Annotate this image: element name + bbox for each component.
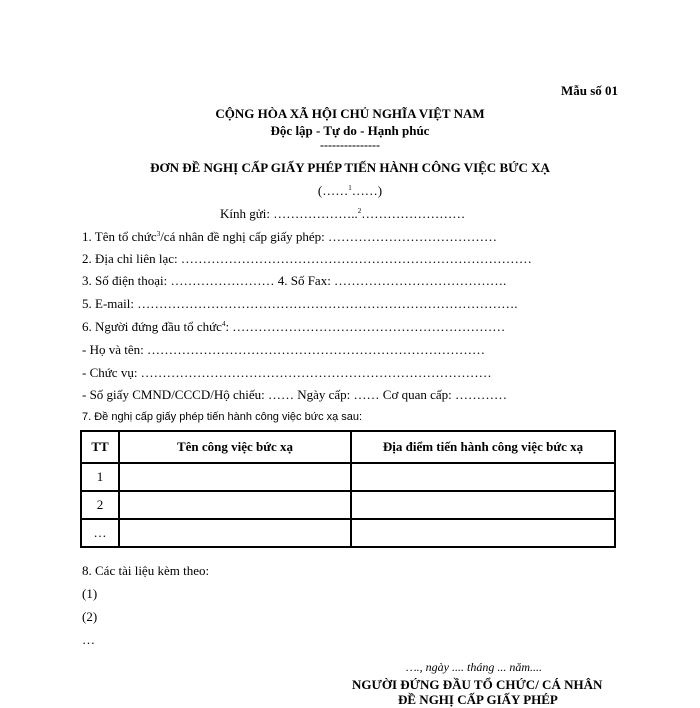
field-organization-name[interactable]: 1. Tên tổ chức$^3$/cá nhân đề nghị cấp giấy phép: ………………………………… xyxy=(82,229,498,244)
field-organization-head[interactable]: 6. Người đứng đầu tổ chức$^4$: ……………………………………………………… xyxy=(82,319,506,334)
attachment-1[interactable]: (1) xyxy=(82,586,98,601)
signer-title-line2: ĐỀ NGHỊ CẤP GIẤY PHÉP xyxy=(398,692,558,707)
radiation-work-table xyxy=(80,430,616,548)
table-cell-work-name[interactable] xyxy=(119,491,351,519)
form-subtitle: (……$^1$……) xyxy=(317,183,383,198)
table-cell-tt: 1 xyxy=(81,463,119,491)
table-cell-work-name[interactable] xyxy=(119,463,351,491)
field-phone-fax[interactable]: 3. Số điện thoại: …………………… 4. Số Fax: …………………………………. xyxy=(82,273,507,288)
form-title: ĐƠN ĐỀ NGHỊ CẤP GIẤY PHÉP TIẾN HÀNH CÔNG VIỆC BỨC XẠ xyxy=(150,160,550,175)
table-header-row xyxy=(81,431,615,463)
signer-title-line1: NGƯỜI ĐỨNG ĐẦU TỔ CHỨC/ CÁ NHÂN xyxy=(352,677,603,692)
date-line: …., ngày .... tháng ... năm.... xyxy=(406,660,542,674)
item-7-label: 7. Đề nghị cấp giấy phép tiến hành công việc bức xạ sau: xyxy=(82,411,363,423)
table-header-tt: TT xyxy=(81,431,119,463)
field-email[interactable]: 5. E-mail: ……………………………………………………………………………. xyxy=(82,296,518,311)
field-contact-address[interactable]: 2. Địa chỉ liên lạc: ……………………………………………………………………… xyxy=(82,251,532,266)
table-cell-location[interactable] xyxy=(351,463,615,491)
attachment-more: … xyxy=(82,632,95,647)
table-row xyxy=(81,519,615,547)
attachment-2[interactable]: (2) xyxy=(82,609,98,624)
field-position[interactable]: - Chức vụ: ……………………………………………………………………… xyxy=(82,365,492,380)
table-cell-location[interactable] xyxy=(351,519,615,547)
form-number: Mẫu số 01 xyxy=(560,83,618,98)
table-cell-location[interactable] xyxy=(351,491,615,519)
nation-header: CỘNG HÒA XÃ HỘI CHỦ NGHĨA VIỆT NAM xyxy=(215,106,485,121)
field-id-document[interactable]: - Số giấy CMND/CCCD/Hộ chiếu: …… Ngày cấp: …… Cơ quan cấp: ………… xyxy=(82,387,508,402)
motto: Độc lập - Tự do - Hạnh phúc xyxy=(270,123,430,138)
table-header-location: Địa điểm tiến hành công việc bức xạ xyxy=(351,431,615,463)
item-8-label: 8. Các tài liệu kèm theo: xyxy=(82,563,210,578)
table-cell-tt: 2 xyxy=(81,491,119,519)
table-header-work-name: Tên công việc bức xạ xyxy=(119,431,351,463)
table-cell-work-name[interactable] xyxy=(119,519,351,547)
recipient-line: Kính gửi: ………………..$^2$…………………… xyxy=(220,206,466,221)
table-cell-tt: … xyxy=(81,519,119,547)
table-row xyxy=(81,463,615,491)
table-row xyxy=(81,491,615,519)
header-divider: --------------- xyxy=(320,138,380,152)
field-full-name[interactable]: - Họ và tên: …………………………………………………………………… xyxy=(82,342,485,357)
